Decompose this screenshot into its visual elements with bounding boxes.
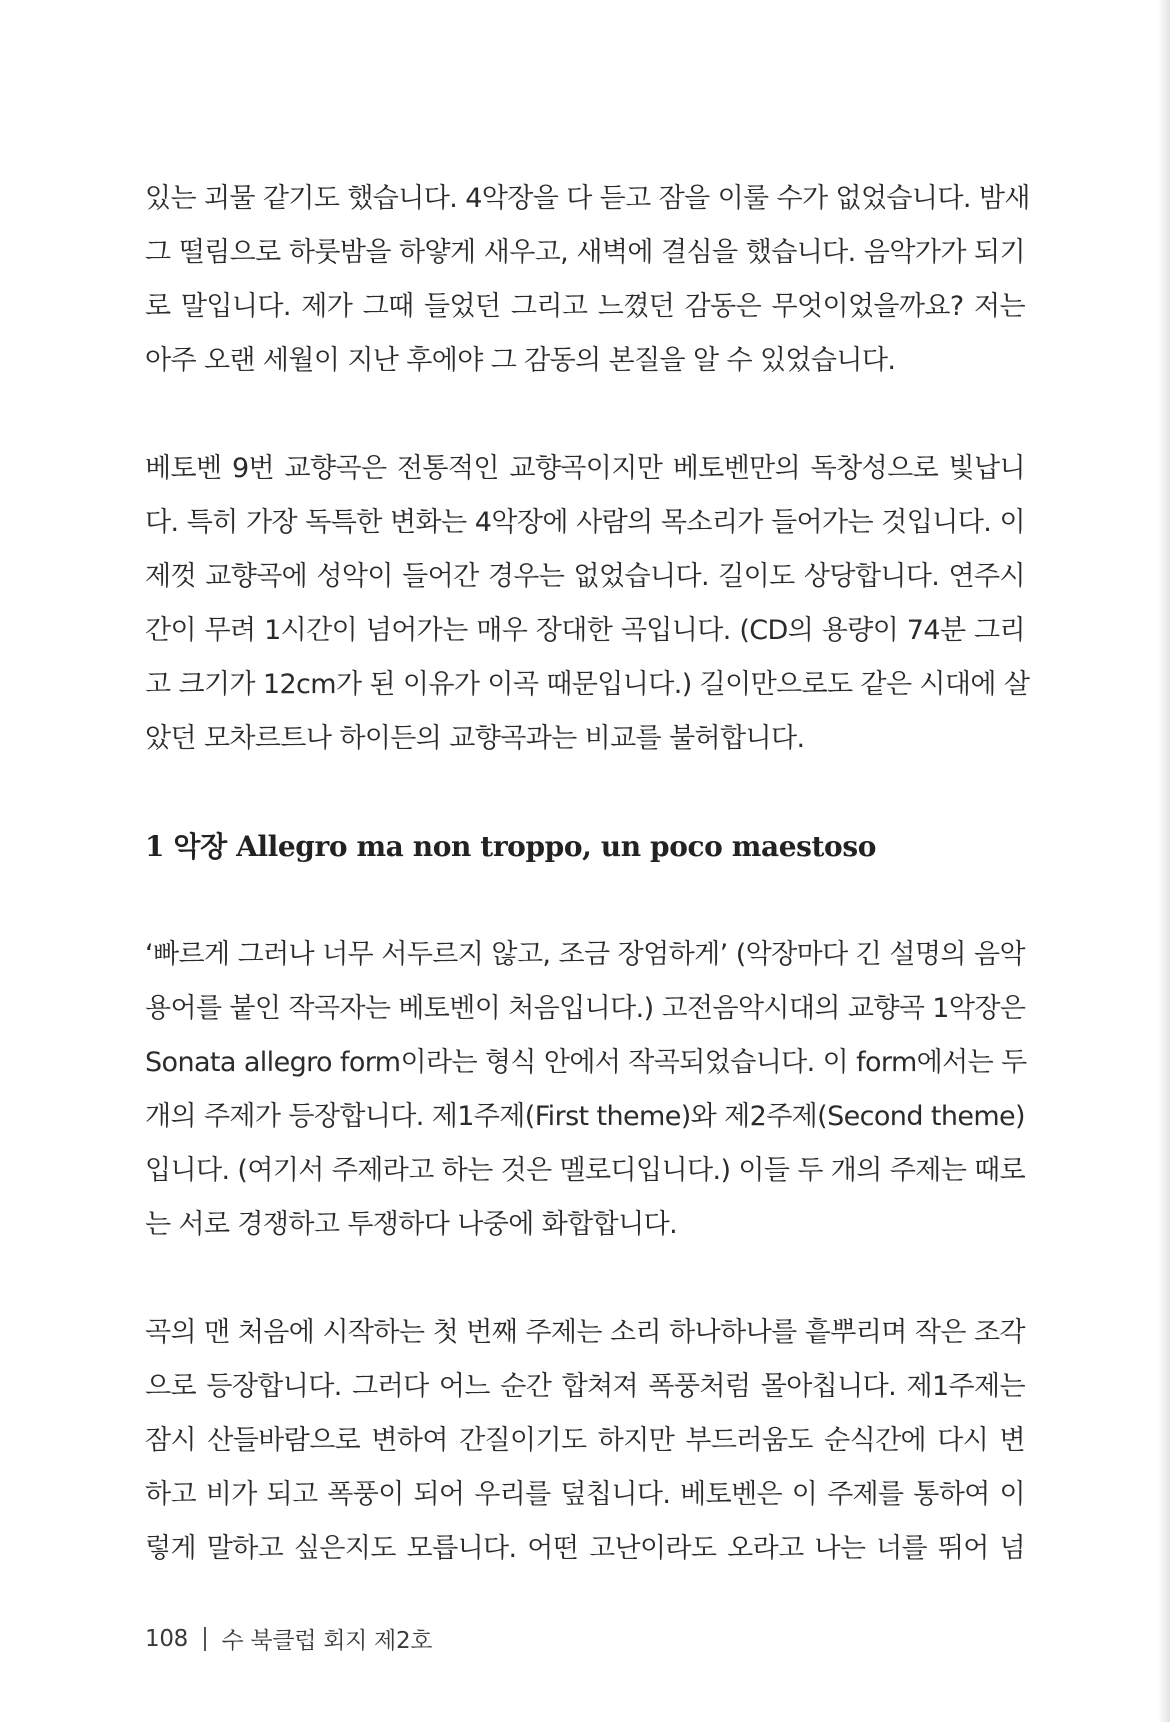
page-content bbox=[145, 172, 1030, 1576]
text-line: Sonata allegro form이라는 형식 안에서 작곡되었습니다. 이 form에서는 두 bbox=[145, 1047, 1027, 1078]
text-line: 렇게 말하고 싶은지도 모릅니다. 어떤 고난이라도 오라고 나는 너를 뛰어 넘 bbox=[145, 1533, 1025, 1564]
paragraph-2 bbox=[145, 442, 1030, 766]
text-line: 잠시 산들바람으로 변하여 간질이기도 하지만 부드러움도 순식간에 다시 변 bbox=[145, 1425, 1025, 1456]
text-line: 곡의 맨 처음에 시작하는 첫 번째 주제는 소리 하나하나를 흩뿌리며 작은 조각 bbox=[145, 1317, 1025, 1348]
text-line: 는 서로 경쟁하고 투쟁하다 나중에 화합합니다. bbox=[145, 1209, 678, 1240]
text-line: 용어를 붙인 작곡자는 베토벤이 처음입니다.) 고전음악시대의 교향곡 1악장은 bbox=[145, 993, 1026, 1024]
text-line: 개의 주제가 등장합니다. 제1주제(First theme)와 제2주제(Second theme) bbox=[145, 1101, 1025, 1132]
publication-title: 수 북클럽 회지 제2호 bbox=[221, 1628, 433, 1654]
paragraph-gap bbox=[145, 388, 1025, 442]
text-line: 베토벤 9번 교향곡은 전통적인 교향곡이지만 베토벤만의 독창성으로 빛납니 bbox=[145, 453, 1025, 484]
paragraph-gap bbox=[145, 1252, 1025, 1306]
page-footer bbox=[145, 1622, 432, 1655]
paragraph-1 bbox=[145, 172, 1030, 388]
paragraph-gap bbox=[145, 874, 1025, 928]
text-line: 입니다. (여기서 주제라고 하는 것은 멜로디입니다.) 이들 두 개의 주제는 때로 bbox=[145, 1155, 1026, 1186]
text-line: 간이 무려 1시간이 넘어가는 매우 장대한 곡입니다. (CD의 용량이 74분 그리 bbox=[145, 615, 1025, 646]
text-line: 았던 모차르트나 하이든의 교향곡과는 비교를 불허합니다. bbox=[145, 723, 805, 754]
section-heading: 1 악장 Allegro ma non troppo, un poco maestoso bbox=[145, 830, 876, 863]
text-line: 그 떨림으로 하룻밤을 하얗게 새우고, 새벽에 결심을 했습니다. 음악가가 되기 bbox=[145, 237, 1025, 268]
text-line: ‘빠르게 그러나 너무 서두르지 않고, 조금 장엄하게’ (악장마다 긴 설명의 음악 bbox=[145, 939, 1025, 970]
text-line: 제껏 교향곡에 성악이 들어간 경우는 없었습니다. 길이도 상당합니다. 연주시 bbox=[145, 561, 1025, 592]
footer-divider bbox=[204, 1627, 206, 1651]
text-line: 로 말입니다. 제가 그때 들었던 그리고 느꼈던 감동은 무엇이었을까요? 저는 bbox=[145, 291, 1025, 322]
paragraph-4 bbox=[145, 1306, 1025, 1576]
text-line: 하고 비가 되고 폭풍이 되어 우리를 덮칩니다. 베토벤은 이 주제를 통하여 이 bbox=[145, 1479, 1025, 1510]
text-line: 고 크기가 12cm가 된 이유가 이곡 때문입니다.) 길이만으로도 같은 시대에 살 bbox=[145, 669, 1030, 700]
text-line: 으로 등장합니다. 그러다 어느 순간 합쳐져 폭풍처럼 몰아칩니다. 제1주제는 bbox=[145, 1371, 1025, 1402]
text-line: 다. 특히 가장 독특한 변화는 4악장에 사람의 목소리가 들어가는 것입니다. 이 bbox=[145, 507, 1025, 538]
text-line: 있는 괴물 같기도 했습니다. 4악장을 다 듣고 잠을 이룰 수가 없었습니다. 밤새 bbox=[145, 183, 1030, 214]
page-number: 108 bbox=[145, 1625, 188, 1652]
page-edge-shadow bbox=[1158, 0, 1170, 1722]
paragraph-3 bbox=[145, 928, 1025, 1252]
paragraph-gap bbox=[145, 766, 1025, 820]
text-line: 아주 오랜 세월이 지난 후에야 그 감동의 본질을 알 수 있었습니다. bbox=[145, 345, 896, 376]
